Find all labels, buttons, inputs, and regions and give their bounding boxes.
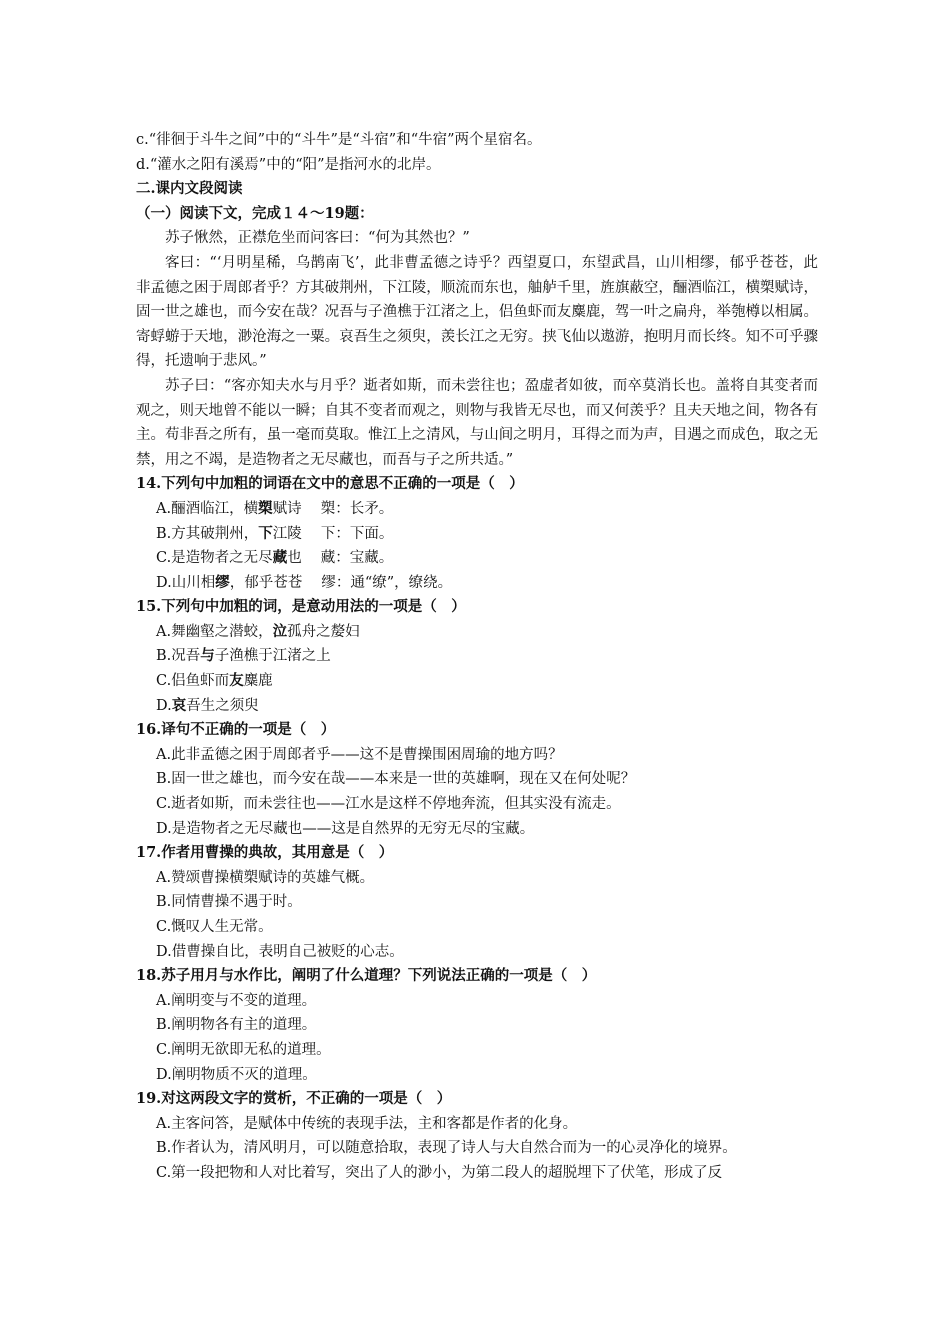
question-15-stem: 15.下列句中加粗的词，是意动用法的一项是（ ） — [136, 598, 466, 616]
passage-paragraph-1: 苏子愀然，正襟危坐而问客曰：“何为其然也？” — [165, 230, 470, 247]
option-c-prev: c.“徘徊于斗牛之间”中的“斗牛”是“斗宿”和“牛宿”两个星宿名。 — [136, 132, 542, 148]
question-16-option-a: A.此非孟德之困于周郎者乎——这不是曹操围困周瑜的地方吗？ — [156, 746, 563, 763]
question-17-option-b: B.同情曹操不遇于时。 — [156, 894, 302, 911]
question-19-option-c: C.第一段把物和人对比着写，突出了人的渺小，为第二段人的超脱埋下了伏笔，形成了反 — [156, 1164, 723, 1181]
question-17-option-c: C.慨叹人生无常。 — [156, 919, 273, 935]
question-16-stem: 16.译句不正确的一项是（ ） — [136, 721, 336, 739]
section-heading: 二.课内文段阅读 — [136, 180, 243, 198]
question-18-option-d: D.阐明物质不灭的道理。 — [156, 1066, 317, 1083]
section-subheading: （一）阅读下文，完成１４～19题： — [136, 204, 374, 222]
question-15-option-a: A.舞幽壑之潜蛟，泣孤舟之嫠妇 — [156, 622, 360, 640]
question-18-option-c: C.阐明无欲即无私的道理。 — [156, 1041, 331, 1058]
question-14-option-c: C.是造物者之无尽藏也 藏：宝藏。 — [156, 549, 394, 567]
question-18-option-a: A.阐明变与不变的道理。 — [156, 992, 317, 1009]
passage-paragraph-2: 客曰：“‘月明星稀，乌鹊南飞’，此非曹孟德之诗乎？西望夏口，东望武昌，山川相缪，郁乎苍苍，此非孟德之困于周郎者乎？方其破荆州，下江陵，顺流而东也，舳舻千里，旌旗蔽空，酾酒临江，横槊赋诗，固一世之雄也，而今安在哉？况吾与子渔樵于江渚之上，侣鱼虾而友麋鹿，驾一叶之扁舟，举匏樽以相属。寄蜉蝣于天地，渺沧海之一粟。哀吾生之须臾，羡长江之无穷。挟飞仙以遨游，抱明月而长终。知不可乎骤得，托遗响于悲风。” — [136, 254, 818, 370]
question-19-option-b: B.作者认为，清风明月，可以随意拾取，表现了诗人与大自然合而为一的心灵净化的境界。 — [156, 1140, 737, 1157]
passage-paragraph-3: 苏子曰：“客亦知夫水与月乎？逝者如斯，而未尝往也；盈虚者如彼，而卒莫消长也。盖将自其变者而观之，则天地曾不能以一瞬；自其不变者而观之，则物与我皆无尽也，而又何羡乎？且夫天地之间，物各有主。苟非吾之所有，虽一毫而莫取。惟江上之清风，与山间之明月，耳得之而为声，目遇之而成色，取之无禁，用之不竭，是造物者之无尽藏也，而吾与子之所共适。” — [136, 377, 818, 468]
question-16-option-c: C.逝者如斯，而未尝往也——江水是这样不停地奔流，但其实没有流走。 — [156, 796, 621, 813]
question-17-stem: 17.作者用曹操的典故，其用意是（ ） — [136, 844, 394, 862]
question-19-stem: 19.对这两段文字的赏析，不正确的一项是（ ） — [136, 1090, 452, 1108]
question-15-option-b: B.况吾与子渔樵于江渚之上 — [156, 647, 331, 665]
question-16-option-b: B.固一世之雄也，而今安在哉——本来是一世的英雄啊，现在又在何处呢？ — [156, 771, 636, 788]
question-18-option-b: B.阐明物各有主的道理。 — [156, 1017, 317, 1034]
option-d-prev: d.“灌水之阳有溪焉”中的“阳”是指河水的北岸。 — [136, 156, 441, 173]
question-16-option-d: D.是造物者之无尽藏也——这是自然界的无穷无尽的宝藏。 — [156, 820, 535, 837]
question-15-option-d: D.哀吾生之须臾 — [156, 696, 259, 714]
question-14-option-d: D.山川相缪，郁乎苍苍 缪：通“缭”，缭绕。 — [156, 573, 453, 591]
question-14-option-a: A.酾酒临江，横槊赋诗 槊：长矛。 — [156, 499, 394, 517]
question-19-option-a: A.主客问答，是赋体中传统的表现手法，主和客都是作者的化身。 — [156, 1115, 578, 1132]
question-14-option-b: B.方其破荆州，下江陵 下：下面。 — [156, 524, 394, 542]
question-17-option-a: A.赞颂曹操横槊赋诗的英雄气概。 — [156, 869, 375, 886]
question-17-option-d: D.借曹操自比，表明自己被贬的心志。 — [156, 943, 404, 960]
question-18-stem: 18.苏子用月与水作比，阐明了什么道理？下列说法正确的一项是（ ） — [136, 967, 597, 985]
document-page — [136, 128, 818, 1186]
question-15-option-c: C.侣鱼虾而友麋鹿 — [156, 672, 273, 690]
question-14-stem: 14.下列句中加粗的词语在文中的意思不正确的一项是（ ） — [136, 475, 524, 493]
